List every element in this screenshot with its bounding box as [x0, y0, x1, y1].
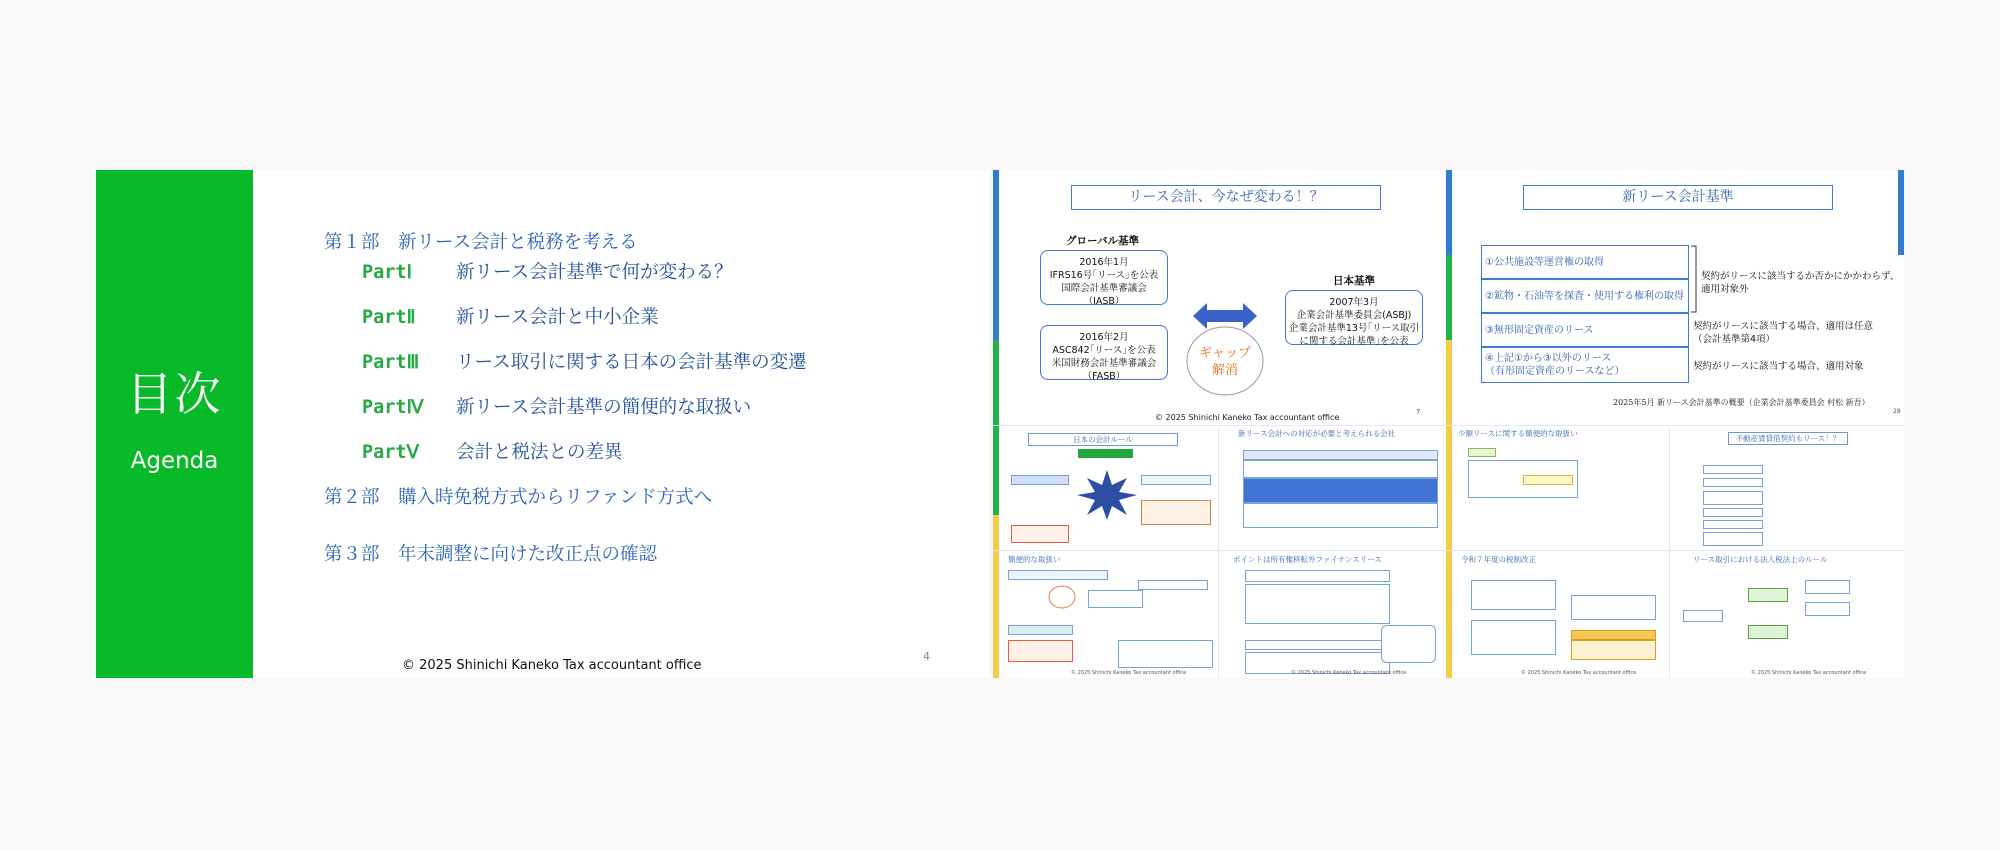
thumb-highlight: [1523, 475, 1573, 485]
toc-item-text: 新リース会計と中小企業: [456, 307, 659, 328]
thumb-box: [1571, 595, 1656, 620]
note-1: [1701, 270, 1899, 296]
divider: [1218, 428, 1219, 678]
toc-part-2: 第２部 購入時免税方式からリファンド方式へ: [324, 487, 713, 508]
thumb-box: [1805, 602, 1850, 616]
asbj-box: [1285, 290, 1423, 345]
slide2-page: 28: [1893, 408, 1901, 415]
thumb-box: [1703, 478, 1763, 487]
bar-blue: [1446, 170, 1452, 255]
thumb-box: [1088, 590, 1143, 608]
slide1-title: リース会計、今なぜ変わる！？: [1071, 185, 1381, 210]
thumb-box: [1141, 500, 1211, 525]
slide1-page: 7: [1416, 408, 1421, 416]
thumb-table-row: [1243, 503, 1438, 528]
thumb-table-row-highlight: [1243, 478, 1438, 503]
gap-text-2: 解消: [1211, 363, 1238, 378]
ifrs-org: 国際会計基準審議会: [1061, 283, 1147, 294]
thumb-box: [1703, 465, 1763, 474]
thumb-title-7: 令和７年度の税制改正: [1461, 554, 1581, 567]
thumb-box: [1011, 475, 1069, 485]
thumb-box: [1008, 570, 1108, 580]
toc-item-part5: [362, 438, 623, 464]
thumb-box: [1748, 588, 1788, 602]
thumb-box: [1245, 584, 1390, 624]
thumb-box: [1138, 580, 1208, 590]
thumb-title-5: 簡便的な取扱い: [1008, 554, 1128, 567]
thumb-title-3: 少額リースに関する簡便的な取扱い: [1458, 428, 1638, 441]
toc-item-part3: [362, 348, 807, 374]
thumb-box: [1008, 625, 1073, 635]
row-3: ③無形固定資産のリース: [1481, 313, 1689, 347]
gap-text: [1185, 345, 1265, 379]
divider: [993, 425, 1904, 426]
toc-item-part2: [362, 303, 659, 329]
thumb-title-2: 新リース会計への対応が必要と考えられる会社: [1238, 428, 1428, 441]
thumb-box: [1381, 625, 1436, 663]
fasb-org: 米国財務会計基準審議会: [1051, 358, 1157, 369]
slide-title: 目次: [126, 367, 223, 421]
thumb-copyright: © 2025 Shinichi Kaneko Tax accountant office: [1071, 670, 1187, 676]
thumb-box: [1471, 580, 1556, 610]
note-1-line2: 適用対象外: [1701, 284, 1749, 295]
thumb-box: [1008, 640, 1073, 662]
note-2: [1693, 320, 1873, 346]
fasb-date: 2016年2月: [1079, 332, 1129, 343]
thumb-box: [1245, 640, 1390, 650]
asbj-org: 企業会計基準委員会(ASBJ): [1296, 310, 1412, 321]
bar-green: [993, 340, 999, 515]
thumb-box: [1011, 525, 1069, 543]
toc-item-part1: [362, 258, 733, 284]
divider: [1669, 428, 1670, 678]
bar-yellow: [1446, 515, 1452, 678]
toc-item-number: PartⅡ: [362, 307, 416, 328]
bracket-icon: [1690, 245, 1698, 313]
global-label: グローバル基準: [1066, 235, 1139, 247]
ifrs-date: 2016年1月: [1079, 257, 1129, 268]
row-4-line1: ④上記①から③以外のリース: [1485, 353, 1612, 364]
gap-text-1: ギャップ: [1198, 346, 1251, 361]
asbj-text-2: に関する会計基準｣を公表: [1299, 336, 1409, 347]
bar-green: [1446, 255, 1452, 340]
thumb-copyright: © 2025 Shinichi Kaneko Tax accountant office: [1521, 670, 1637, 676]
thumb-title-6: ポイントは所有権移転外ファイナンスリース: [1233, 554, 1423, 567]
bar-blue: [993, 170, 999, 260]
thumb-box: [1703, 508, 1763, 517]
note-2-line2: （会計基準第4項）: [1693, 334, 1776, 345]
fasb-abbr: （FASB）: [1082, 371, 1126, 382]
asbj-date: 2007年3月: [1329, 297, 1379, 308]
bar-yellow: [1446, 340, 1452, 515]
thumb-title-1: 日本の会計ルール: [1028, 433, 1178, 446]
toc-item-number: PartⅢ: [362, 352, 420, 373]
thumb-box: [1683, 610, 1723, 622]
toc-part-3: 第３部 年末調整に向けた改正点の確認: [324, 544, 658, 565]
slide2-title: 新リース会計基準: [1523, 185, 1833, 210]
thumb-title-4: 不動産賃貸借契約もリース！？: [1728, 432, 1848, 445]
thumb-copyright: © 2025 Shinichi Kaneko Tax accountant office: [1291, 670, 1407, 676]
thumb-box: [1118, 640, 1213, 668]
ifrs-abbr: （IASB）: [1083, 296, 1125, 307]
bar-blue: [1898, 170, 1904, 255]
thumb-box: [1703, 520, 1763, 529]
starburst-icon: [1077, 470, 1137, 520]
asbj-text: 企業会計基準13号｢リース取引: [1288, 323, 1420, 334]
fasb-text: ASC842｢リース｣を公表: [1052, 345, 1156, 356]
toc-item-text: 新リース会計基準で何が変わる？: [456, 262, 733, 283]
thumb-box: [1471, 620, 1556, 655]
divider: [993, 550, 1904, 551]
note-1-line1: 契約がリースに該当するか否かにかかわらず、: [1701, 271, 1900, 282]
thumb-box: [1571, 640, 1656, 660]
thumb-box: [1571, 630, 1656, 640]
thumb-green-tag: [1078, 449, 1133, 458]
japan-label: 日本基準: [1333, 275, 1375, 287]
thumb-box: [1245, 570, 1390, 582]
slide1-copyright: © 2025 Shinichi Kaneko Tax accountant office: [1155, 413, 1340, 422]
page-number: 4: [923, 650, 930, 663]
toc-item-number: PartⅠ: [362, 262, 413, 283]
ifrs-box: [1040, 250, 1168, 305]
agenda-sidebar: [96, 170, 253, 678]
thumb-box: [1703, 491, 1763, 505]
toc-item-part4: [362, 393, 751, 419]
toc-item-text: リース取引に関する日本の会計基準の変遷: [456, 352, 807, 373]
toc-part-1: 第１部 新リース会計と税務を考える: [324, 232, 638, 253]
agenda-slide: [96, 170, 989, 678]
toc-item-text: 会計と税法との差異: [456, 442, 623, 463]
note-2-line1: 契約がリースに該当する場合、適用は任意: [1693, 321, 1874, 332]
thumb-box: [1703, 532, 1763, 546]
toc-item-number: PartⅣ: [362, 397, 424, 418]
slide-subtitle: Agenda: [130, 448, 219, 474]
thumb-box: [1805, 580, 1850, 594]
row-4-line2: （有形固定資産のリースなど）: [1485, 366, 1625, 377]
slide-thumbnails: [993, 170, 1904, 678]
thumb-title-8: リース取引における法人税法上のルール: [1693, 554, 1873, 567]
thumb-copyright: © 2025 Shinichi Kaneko Tax accountant office: [1751, 670, 1867, 676]
slide2-footer: 2025年5月 新リース会計基準の概要（企業会計基準委員会 村松 新吾）: [1613, 398, 1870, 407]
bar-blue: [993, 260, 999, 340]
thumb-tag: [1468, 448, 1496, 457]
copyright: © 2025 Shinichi Kaneko Tax accountant office: [402, 658, 702, 673]
fasb-box: [1040, 325, 1168, 380]
note-3: 契約がリースに該当する場合、適用対象: [1693, 361, 1864, 372]
ifrs-text: IFRS16号｢リース｣を公表: [1049, 270, 1159, 281]
thumb-table-header: [1243, 450, 1438, 460]
toc-item-number: PartⅤ: [362, 442, 420, 463]
row-1: ①公共施設等運営権の取得: [1481, 245, 1689, 279]
toc-item-text: 新リース会計基準の簡便的な取扱い: [456, 397, 752, 418]
thumb-box: [1748, 625, 1788, 639]
row-2: ②鉱物・石油等を探査・使用する権利の取得: [1481, 279, 1689, 313]
row-4: [1481, 347, 1689, 383]
bar-yellow: [993, 515, 999, 678]
thumb-box: [1141, 475, 1211, 485]
circle-badge-icon: [1048, 585, 1076, 609]
thumb-table-row: [1243, 460, 1438, 478]
